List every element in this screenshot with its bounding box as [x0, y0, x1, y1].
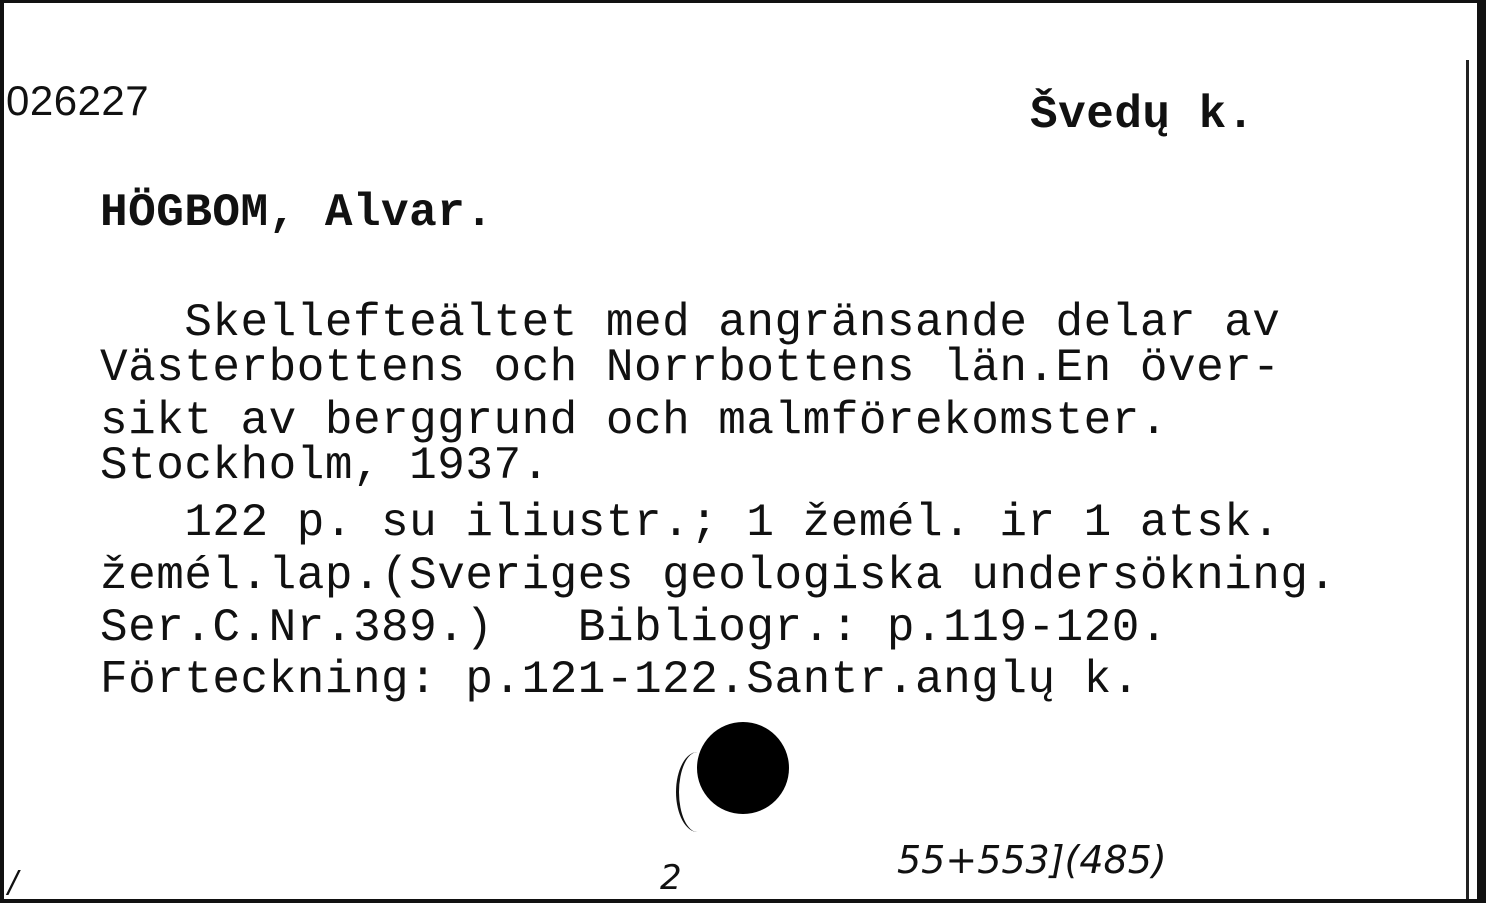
card-bottom-edge: [0, 899, 1486, 903]
body-line-6: žemél.lap.(Sveriges geologiska undersökning.: [100, 550, 1337, 602]
card-top-edge: [0, 0, 1486, 3]
card-left-edge: [0, 0, 4, 903]
classification: Švedų k.: [1030, 89, 1255, 141]
body-line-5: 122 p. su iliustr.; 1 žemél. ir 1 atsk.: [100, 497, 1281, 549]
handwritten-number: 55+553](485): [897, 838, 1167, 882]
card-right-inner-line: [1466, 60, 1469, 900]
call-number: 026227: [6, 77, 150, 124]
punch-hole: [697, 722, 789, 814]
card-right-edge: [1477, 0, 1486, 903]
body-line-1: Skellefteältet med angränsande delar av: [100, 297, 1281, 349]
body-line-4: Stockholm, 1937.: [100, 440, 550, 492]
handwritten-mark: 2: [660, 858, 682, 898]
body-line-7: Ser.C.Nr.389.) Bibliogr.: p.119-120.: [100, 602, 1168, 654]
body-line-8: Förteckning: p.121-122.Santr.anglų k.: [100, 654, 1140, 706]
body-line-3: sikt av berggrund och malmförekomster.: [100, 395, 1168, 447]
corner-mark: /: [8, 865, 19, 900]
author-heading: HÖGBOM, Alvar.: [100, 187, 494, 239]
body-line-2: Västerbottens och Norrbottens län.En över-: [100, 342, 1281, 394]
